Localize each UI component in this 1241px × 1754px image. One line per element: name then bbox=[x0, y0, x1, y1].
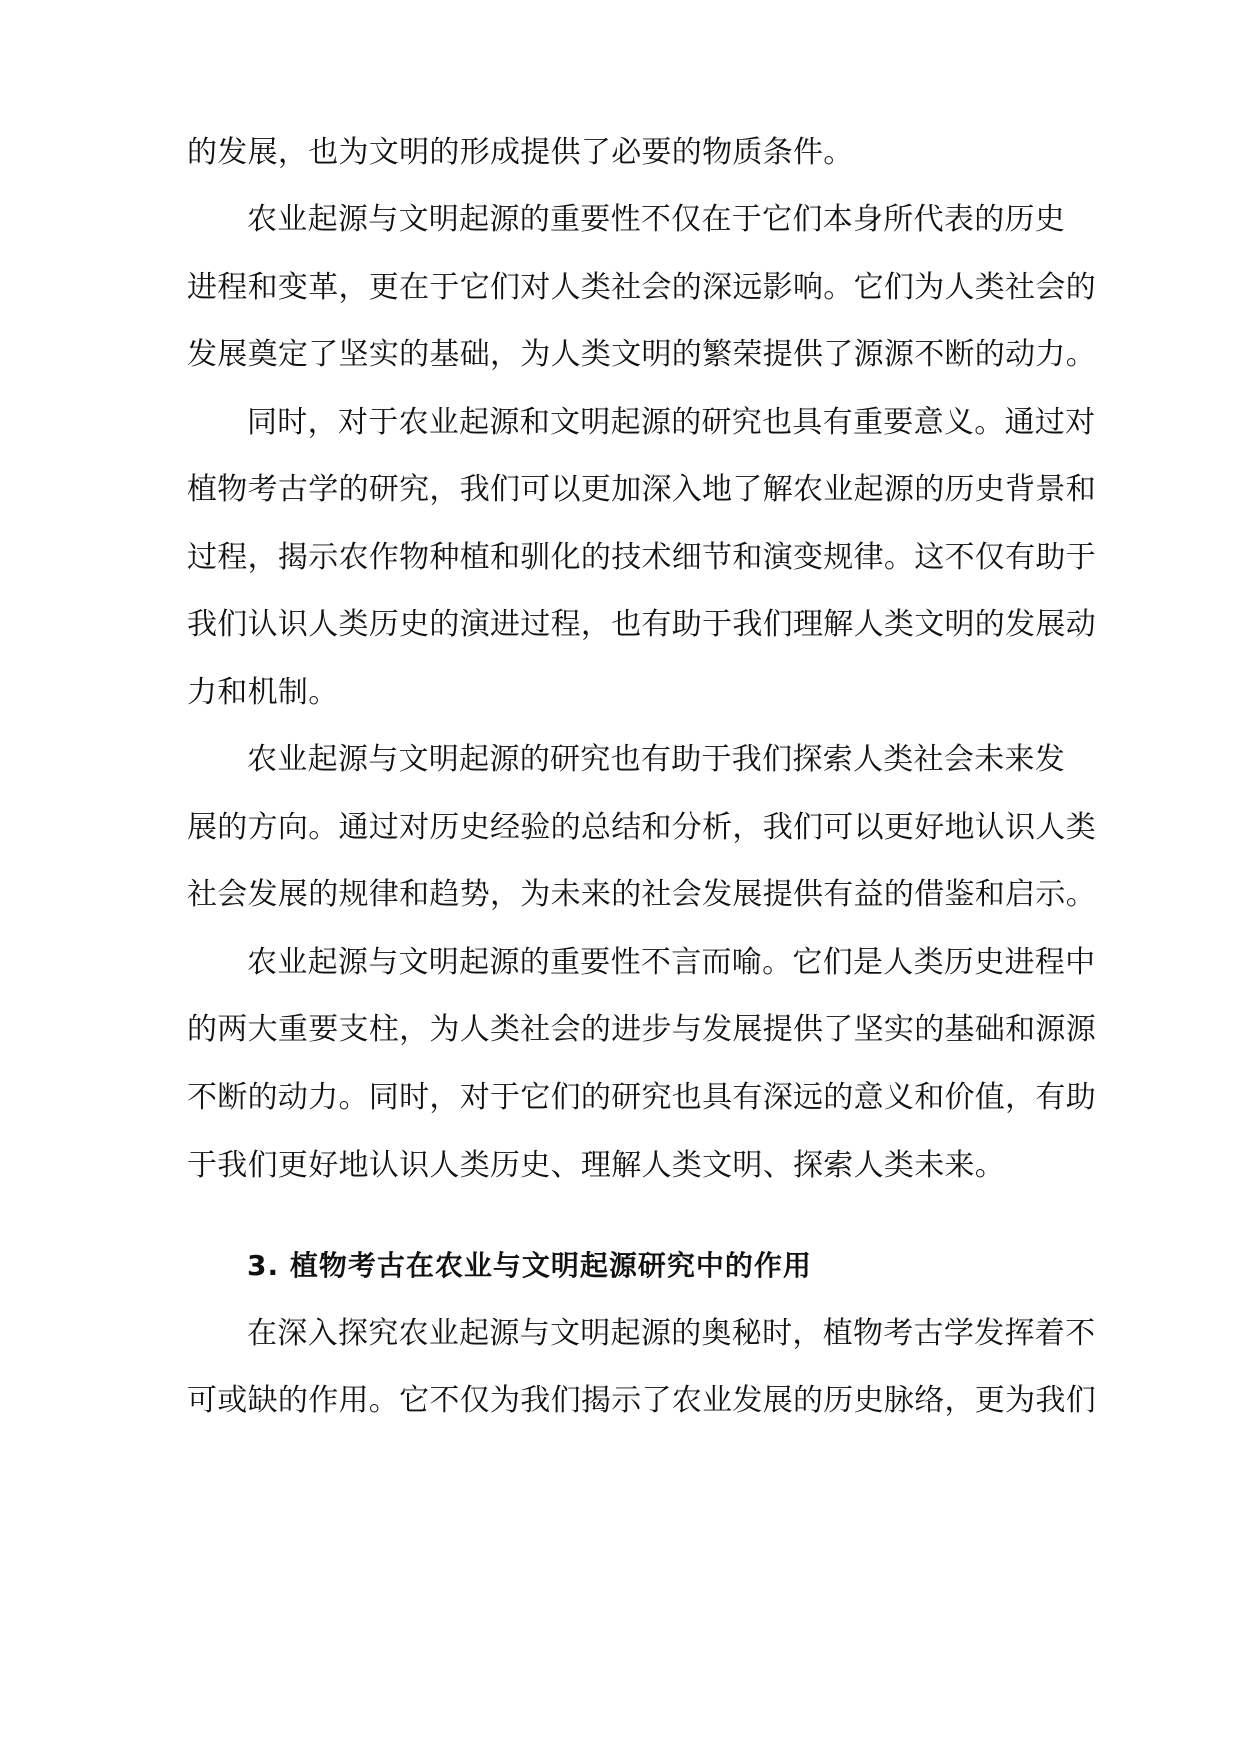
paragraph-line: 展的方向。通过对历史经验的总结和分析，我们可以更好地认识人类 bbox=[187, 810, 1096, 845]
paragraph-line: 力和机制。 bbox=[187, 675, 339, 710]
paragraph-line: 同时，对于农业起源和文明起源的研究也具有重要意义。通过对 bbox=[247, 405, 1096, 440]
paragraph-line: 于我们更好地认识人类历史、理解人类文明、探索人类未来。 bbox=[187, 1148, 1006, 1183]
paragraph-line: 农业起源与文明起源的重要性不仅在于它们本身所代表的历史 bbox=[247, 202, 1066, 237]
paragraph-line: 过程，揭示农作物种植和驯化的技术细节和演变规律。这不仅有助于 bbox=[187, 540, 1096, 575]
paragraph-line: 发展奠定了坚实的基础，为人类文明的繁荣提供了源源不断的动力。 bbox=[187, 337, 1096, 372]
paragraph-line: 的发展，也为文明的形成提供了必要的物质条件。 bbox=[187, 135, 854, 170]
paragraph-line: 可或缺的作用。它不仅为我们揭示了农业发展的历史脉络，更为我们 bbox=[187, 1383, 1096, 1418]
section-heading: 3. 植物考古在农业与文明起源研究中的作用 bbox=[247, 1249, 812, 1282]
paragraph-line: 植物考古学的研究，我们可以更加深入地了解农业起源的历史背景和 bbox=[187, 472, 1096, 507]
paragraph-line: 社会发展的规律和趋势，为未来的社会发展提供有益的借鉴和启示。 bbox=[187, 877, 1096, 912]
paragraph-line: 我们认识人类历史的演进过程，也有助于我们理解人类文明的发展动 bbox=[187, 607, 1096, 642]
paragraph-line: 不断的动力。同时，对于它们的研究也具有深远的意义和价值，有助 bbox=[187, 1080, 1096, 1115]
paragraph-line: 的两大重要支柱，为人类社会的进步与发展提供了坚实的基础和源源 bbox=[187, 1012, 1096, 1047]
paragraph-line: 在深入探究农业起源与文明起源的奥秘时，植物考古学发挥着不 bbox=[247, 1316, 1096, 1351]
paragraph-line: 进程和变革，更在于它们对人类社会的深远影响。它们为人类社会的 bbox=[187, 270, 1096, 305]
paragraph-line: 农业起源与文明起源的重要性不言而喻。它们是人类历史进程中 bbox=[247, 945, 1096, 980]
paragraph-line: 农业起源与文明起源的研究也有助于我们探索人类社会未来发 bbox=[247, 742, 1066, 777]
